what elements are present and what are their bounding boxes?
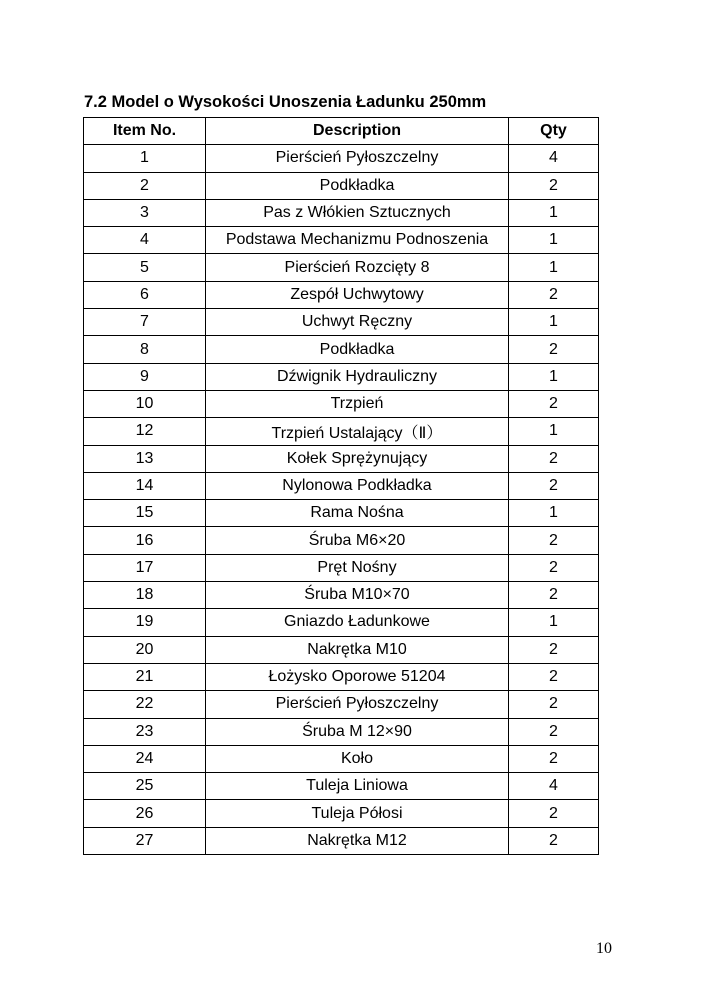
- qty-cell: 2: [509, 554, 599, 581]
- description-cell: Trzpień Ustalający（Ⅱ）: [206, 418, 509, 445]
- qty-cell: 2: [509, 527, 599, 554]
- qty-cell: 1: [509, 199, 599, 226]
- qty-cell: 2: [509, 691, 599, 718]
- qty-cell: 2: [509, 582, 599, 609]
- column-header-description: Description: [206, 118, 509, 145]
- item-no-cell: 21: [84, 663, 206, 690]
- item-no-cell: 2: [84, 172, 206, 199]
- description-cell: Nakrętka M10: [206, 636, 509, 663]
- item-no-cell: 26: [84, 800, 206, 827]
- item-no-cell: 13: [84, 445, 206, 472]
- table-row: [84, 718, 599, 745]
- table-row: [84, 445, 599, 472]
- description-cell: Nylonowa Podkładka: [206, 472, 509, 499]
- qty-cell: 2: [509, 336, 599, 363]
- table-row: [84, 472, 599, 499]
- table-body: [84, 145, 599, 855]
- item-no-cell: 7: [84, 309, 206, 336]
- description-cell: Pierścień Pyłoszczelny: [206, 691, 509, 718]
- table-row: [84, 745, 599, 772]
- table-row: [84, 773, 599, 800]
- table-row: [84, 363, 599, 390]
- table-row: [84, 227, 599, 254]
- item-no-cell: 20: [84, 636, 206, 663]
- description-cell: Dźwignik Hydrauliczny: [206, 363, 509, 390]
- item-no-cell: 10: [84, 390, 206, 417]
- column-header-item-no: Item No.: [84, 118, 206, 145]
- table-row: [84, 390, 599, 417]
- qty-cell: 2: [509, 390, 599, 417]
- description-cell: Pierścień Pyłoszczelny: [206, 145, 509, 172]
- table-row: [84, 172, 599, 199]
- qty-cell: 1: [509, 254, 599, 281]
- item-no-cell: 22: [84, 691, 206, 718]
- description-cell: Tuleja Półosi: [206, 800, 509, 827]
- item-no-cell: 24: [84, 745, 206, 772]
- description-cell: Zespół Uchwytowy: [206, 281, 509, 308]
- table-row: [84, 254, 599, 281]
- table-row: [84, 663, 599, 690]
- description-cell: Uchwyt Ręczny: [206, 309, 509, 336]
- description-cell: Pręt Nośny: [206, 554, 509, 581]
- qty-cell: 4: [509, 773, 599, 800]
- item-no-cell: 16: [84, 527, 206, 554]
- description-cell: Tuleja Liniowa: [206, 773, 509, 800]
- table-row: [84, 609, 599, 636]
- item-no-cell: 17: [84, 554, 206, 581]
- qty-cell: 1: [509, 500, 599, 527]
- description-cell: Łożysko Oporowe 51204: [206, 663, 509, 690]
- item-no-cell: 4: [84, 227, 206, 254]
- description-cell: Podkładka: [206, 336, 509, 363]
- table-row: [84, 336, 599, 363]
- description-cell: Podkładka: [206, 172, 509, 199]
- description-cell: Kołek Sprężynujący: [206, 445, 509, 472]
- qty-cell: 2: [509, 663, 599, 690]
- description-cell: Rama Nośna: [206, 500, 509, 527]
- item-no-cell: 23: [84, 718, 206, 745]
- page-number: 10: [596, 940, 612, 957]
- description-cell: Śruba M 12×90: [206, 718, 509, 745]
- qty-cell: 2: [509, 445, 599, 472]
- qty-cell: 2: [509, 472, 599, 499]
- item-no-cell: 18: [84, 582, 206, 609]
- table-row: [84, 281, 599, 308]
- qty-cell: 1: [509, 418, 599, 445]
- item-no-cell: 12: [84, 418, 206, 445]
- description-cell: Pas z Włókien Sztucznych: [206, 199, 509, 226]
- table-row: [84, 199, 599, 226]
- table-row: [84, 827, 599, 854]
- table-row: [84, 800, 599, 827]
- qty-cell: 2: [509, 281, 599, 308]
- qty-cell: 1: [509, 609, 599, 636]
- item-no-cell: 8: [84, 336, 206, 363]
- table-row: [84, 309, 599, 336]
- qty-cell: 1: [509, 309, 599, 336]
- item-no-cell: 6: [84, 281, 206, 308]
- section-title: 7.2 Model o Wysokości Unoszenia Ładunku 250mm: [84, 93, 487, 111]
- table-row: [84, 527, 599, 554]
- qty-cell: 2: [509, 718, 599, 745]
- item-no-cell: 1: [84, 145, 206, 172]
- description-cell: Pierścień Rozcięty 8: [206, 254, 509, 281]
- description-cell: Śruba M10×70: [206, 582, 509, 609]
- table-row: [84, 691, 599, 718]
- table-row: [84, 636, 599, 663]
- table-row: [84, 500, 599, 527]
- table-row: [84, 582, 599, 609]
- qty-cell: 1: [509, 227, 599, 254]
- qty-cell: 2: [509, 172, 599, 199]
- table-row: [84, 418, 599, 445]
- item-no-cell: 27: [84, 827, 206, 854]
- table-row: [84, 554, 599, 581]
- description-cell: Trzpień: [206, 390, 509, 417]
- qty-cell: 2: [509, 827, 599, 854]
- item-no-cell: 9: [84, 363, 206, 390]
- item-no-cell: 14: [84, 472, 206, 499]
- description-cell: Podstawa Mechanizmu Podnoszenia: [206, 227, 509, 254]
- description-cell: Koło: [206, 745, 509, 772]
- description-cell: Gniazdo Ładunkowe: [206, 609, 509, 636]
- item-no-cell: 5: [84, 254, 206, 281]
- qty-cell: 4: [509, 145, 599, 172]
- item-no-cell: 19: [84, 609, 206, 636]
- table-header-row: [84, 118, 599, 145]
- qty-cell: 2: [509, 636, 599, 663]
- item-no-cell: 15: [84, 500, 206, 527]
- item-no-cell: 3: [84, 199, 206, 226]
- description-cell: Nakrętka M12: [206, 827, 509, 854]
- item-no-cell: 25: [84, 773, 206, 800]
- parts-list-table: [83, 117, 599, 855]
- qty-cell: 2: [509, 800, 599, 827]
- qty-cell: 2: [509, 745, 599, 772]
- description-cell: Śruba M6×20: [206, 527, 509, 554]
- qty-cell: 1: [509, 363, 599, 390]
- column-header-qty: Qty: [509, 118, 599, 145]
- table-row: [84, 145, 599, 172]
